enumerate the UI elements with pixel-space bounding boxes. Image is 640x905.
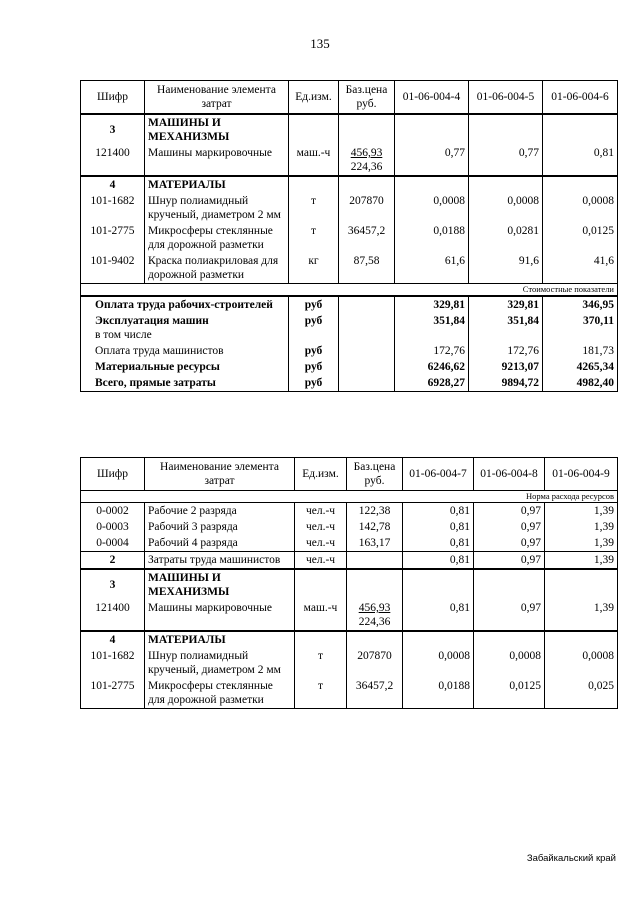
row-price: 163,17	[347, 535, 403, 552]
row-value: 0,0125	[543, 223, 618, 253]
table-header-row	[81, 81, 618, 115]
row-value: 0,81	[403, 503, 474, 520]
total-name: Всего, прямые затраты	[81, 375, 289, 392]
footer-region: Забайкальский край	[526, 853, 616, 864]
row-value: 91,6	[469, 253, 543, 284]
header-col: 01-06-004-7	[403, 458, 474, 491]
row-price-secondary: 224,36	[358, 616, 391, 628]
row-code: 0-0004	[81, 535, 145, 552]
table-row	[81, 176, 618, 193]
total-value: 9213,07	[469, 359, 543, 375]
row-code: 4	[81, 631, 145, 648]
table-row	[81, 552, 618, 570]
row-code: 0-0002	[81, 503, 145, 520]
total-value: 172,76	[469, 343, 543, 359]
resource-table-1	[80, 80, 618, 392]
row-name: Рабочий 3 разряда	[145, 519, 295, 535]
table-row	[81, 253, 618, 284]
row-code: 121400	[81, 145, 145, 176]
table-row	[81, 519, 618, 535]
row-name: Шнур полиамидный крученый, диаметром 2 мм	[145, 648, 295, 678]
header-name: Наименование элемента затрат	[145, 81, 289, 115]
total-value: 172,76	[395, 343, 469, 359]
total-value: 4982,40	[543, 375, 618, 392]
row-code: 101-2775	[81, 223, 145, 253]
total-value: 181,73	[543, 343, 618, 359]
row-code: 101-1682	[81, 193, 145, 223]
row-value: 0,81	[403, 519, 474, 535]
row-value: 0,0008	[545, 648, 618, 678]
total-name: Материальные ресурсы	[81, 359, 289, 375]
header-unit: Ед.изм.	[295, 458, 347, 491]
table-row	[81, 648, 618, 678]
total-value: 6928,27	[395, 375, 469, 392]
total-unit: руб	[289, 359, 339, 375]
row-value: 0,0008	[474, 648, 545, 678]
row-price: 36457,2	[347, 678, 403, 709]
table-row	[81, 631, 618, 648]
row-price: 36457,2	[339, 223, 395, 253]
row-value: 0,81	[403, 552, 474, 570]
row-code: 101-2775	[81, 678, 145, 709]
header-name: Наименование элемента затрат	[145, 458, 295, 491]
totals-row	[81, 296, 618, 313]
table-row	[81, 569, 618, 600]
row-code: 2	[81, 552, 145, 570]
row-unit: чел.-ч	[295, 552, 347, 570]
total-name: Оплата труда машинистов	[81, 343, 289, 359]
row-code: 4	[81, 176, 145, 193]
row-value: 0,97	[474, 519, 545, 535]
resource-table-2	[80, 457, 618, 709]
row-name: Краска полиакриловая для дорожной разметки	[145, 253, 289, 284]
row-name: Машины маркировочные	[145, 145, 289, 176]
table-row	[81, 678, 618, 709]
row-unit: т	[289, 223, 339, 253]
row-unit: маш.-ч	[295, 600, 347, 631]
header-price: Баз.цена руб.	[347, 458, 403, 491]
row-unit: чел.-ч	[295, 503, 347, 520]
row-unit: т	[295, 678, 347, 709]
row-value: 0,0008	[395, 193, 469, 223]
row-value: 0,81	[543, 145, 618, 176]
total-value: 351,84	[395, 313, 469, 343]
row-unit: маш.-ч	[289, 145, 339, 176]
total-value: 9894,72	[469, 375, 543, 392]
row-price: 207870	[347, 648, 403, 678]
row-name: Микросферы стеклянные для дорожной разметки	[145, 678, 295, 709]
row-code: 3	[81, 569, 145, 600]
total-unit: руб	[289, 343, 339, 359]
total-value: 329,81	[395, 296, 469, 313]
total-name: Эксплуатация машин	[95, 315, 209, 327]
row-unit: т	[295, 648, 347, 678]
row-name: МАТЕРИАЛЫ	[145, 631, 295, 648]
total-value: 351,84	[469, 313, 543, 343]
table-header-row	[81, 458, 618, 491]
row-code: 121400	[81, 600, 145, 631]
total-unit: руб	[289, 296, 339, 313]
row-price: 456,93	[358, 602, 391, 614]
row-value: 61,6	[395, 253, 469, 284]
subheader-label: Стоимостные показатели	[81, 284, 618, 297]
row-price: 122,38	[347, 503, 403, 520]
row-name: Машины маркировочные	[145, 600, 295, 631]
total-value: 370,11	[543, 313, 618, 343]
row-value: 0,0008	[543, 193, 618, 223]
row-price: 142,78	[347, 519, 403, 535]
row-unit: чел.-ч	[295, 535, 347, 552]
row-name: Шнур полиамидный крученый, диаметром 2 мм	[145, 193, 289, 223]
row-name: МАТЕРИАЛЫ	[145, 176, 289, 193]
table-row	[81, 223, 618, 253]
table-row	[81, 114, 618, 145]
row-code: 101-1682	[81, 648, 145, 678]
row-name: Затраты труда машинистов	[145, 552, 295, 570]
table-row	[81, 503, 618, 520]
row-value: 0,97	[474, 535, 545, 552]
totals-row	[81, 359, 618, 375]
row-value: 0,0188	[403, 678, 474, 709]
header-unit: Ед.изм.	[289, 81, 339, 115]
row-value: 0,97	[474, 503, 545, 520]
row-unit: чел.-ч	[295, 519, 347, 535]
row-price: 456,93	[350, 147, 383, 159]
subheader-row	[81, 284, 618, 297]
header-col: 01-06-004-8	[474, 458, 545, 491]
row-value: 41,6	[543, 253, 618, 284]
row-code: 0-0003	[81, 519, 145, 535]
row-unit: кг	[289, 253, 339, 284]
row-value: 1,39	[545, 519, 618, 535]
row-value: 0,81	[403, 535, 474, 552]
table-row	[81, 193, 618, 223]
header-price: Баз.цена руб.	[339, 81, 395, 115]
total-value: 4265,34	[543, 359, 618, 375]
row-price-secondary: 224,36	[350, 161, 383, 173]
header-col: 01-06-004-5	[469, 81, 543, 115]
subheader-label: Норма расхода ресурсов	[81, 491, 618, 503]
row-value: 1,39	[545, 535, 618, 552]
row-value: 1,39	[545, 600, 618, 631]
row-value: 1,39	[545, 503, 618, 520]
row-value: 0,0125	[474, 678, 545, 709]
table-row	[81, 535, 618, 552]
header-code: Шифр	[81, 81, 145, 115]
page-number: 135	[310, 36, 330, 51]
total-name-note: в том числе	[95, 329, 152, 341]
row-value: 0,77	[395, 145, 469, 176]
row-code: 101-9402	[81, 253, 145, 284]
row-value: 0,97	[474, 552, 545, 570]
total-value: 346,95	[543, 296, 618, 313]
row-value: 0,97	[474, 600, 545, 631]
header-code: Шифр	[81, 458, 145, 491]
row-price	[347, 552, 403, 570]
table-row	[81, 600, 618, 631]
row-value: 0,0008	[469, 193, 543, 223]
totals-row	[81, 343, 618, 359]
row-value: 1,39	[545, 552, 618, 570]
row-value: 0,81	[403, 600, 474, 631]
row-value: 0,0188	[395, 223, 469, 253]
total-name: Оплата труда рабочих-строителей	[81, 296, 289, 313]
row-value: 0,025	[545, 678, 618, 709]
total-value: 6246,62	[395, 359, 469, 375]
row-name: Микросферы стеклянные для дорожной разметки	[145, 223, 289, 253]
table-row	[81, 145, 618, 176]
row-name: МАШИНЫ И МЕХАНИЗМЫ	[145, 569, 295, 600]
row-value: 0,77	[469, 145, 543, 176]
total-unit: руб	[289, 375, 339, 392]
header-col: 01-06-004-9	[545, 458, 618, 491]
row-name: МАШИНЫ И МЕХАНИЗМЫ	[145, 114, 289, 145]
header-col: 01-06-004-6	[543, 81, 618, 115]
row-name: Рабочий 4 разряда	[145, 535, 295, 552]
row-value: 0,0008	[403, 648, 474, 678]
row-value: 0,0281	[469, 223, 543, 253]
totals-row	[81, 313, 618, 343]
header-col: 01-06-004-4	[395, 81, 469, 115]
total-unit: руб	[289, 313, 339, 343]
row-code: 3	[81, 114, 145, 145]
row-price: 87,58	[339, 253, 395, 284]
totals-row	[81, 375, 618, 392]
row-unit: т	[289, 193, 339, 223]
subheader-row	[81, 491, 618, 503]
total-value: 329,81	[469, 296, 543, 313]
row-name: Рабочие 2 разряда	[145, 503, 295, 520]
row-price: 207870	[339, 193, 395, 223]
